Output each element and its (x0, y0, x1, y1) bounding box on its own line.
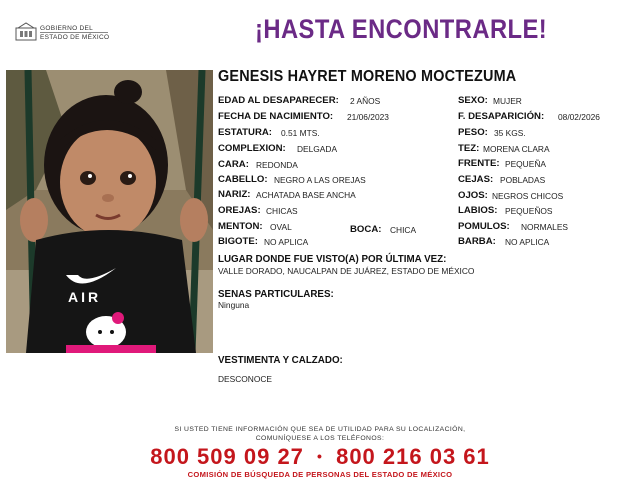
field-label: FRENTE: (458, 158, 500, 169)
field-label: MENTON: (218, 221, 263, 232)
field-value: CHICAS (266, 206, 298, 216)
field-label: BIGOTE: (218, 236, 258, 247)
government-label (40, 25, 109, 41)
field-value: OVAL (270, 222, 292, 232)
field-value: PEQUEÑOS (505, 206, 553, 216)
field-label: NARIZ: (218, 189, 251, 200)
footer-note (0, 426, 640, 443)
field-label: LABIOS: (458, 205, 498, 216)
field-label: OJOS: (458, 190, 488, 201)
phone-numbers (0, 444, 640, 470)
field-value: REDONDA (256, 160, 298, 170)
field-label: OREJAS: (218, 205, 261, 216)
phone-2[interactable]: 800 216 03 61 (336, 444, 490, 469)
field-value: PEQUEÑA (505, 159, 546, 169)
field-value: 2 AÑOS (350, 96, 381, 106)
person-name: GENESIS HAYRET MORENO MOCTEZUMA (218, 68, 517, 85)
clothing-title: VESTIMENTA Y CALZADO: (218, 355, 343, 366)
field-label: CARA: (218, 159, 249, 170)
field-value: 35 KGS. (494, 128, 526, 138)
field-value: NEGROS CHICOS (492, 191, 564, 201)
field-value: NO APLICA (264, 237, 309, 247)
field-label: CEJAS: (458, 174, 494, 185)
gov-divider (40, 32, 108, 33)
field-label: CABELLO: (218, 174, 268, 185)
phone-1[interactable]: 800 509 09 27 (150, 444, 304, 469)
field-label: ESTATURA: (218, 127, 273, 138)
field-label: EDAD AL DESAPARECER: (218, 95, 339, 106)
field-label: TEZ: (458, 143, 480, 154)
field-label: BOCA: (350, 224, 382, 235)
field-value: MUJER (493, 96, 522, 106)
last-seen-value: VALLE DORADO, NAUCALPAN DE JUÁREZ, ESTADO DE MÉXICO (218, 266, 475, 276)
commission-name: COMISIÓN DE BÚSQUEDA DE PERSONAS DEL ESTADO DE MÉXICO (187, 470, 453, 479)
field-label: F. DESAPARICIÓN: (458, 111, 545, 122)
field-label: PESO: (458, 127, 488, 138)
gov-line-2: ESTADO DE MÉXICO (40, 34, 110, 41)
gov-line-1: GOBIERNO DEL (40, 25, 94, 32)
field-value: 08/02/2026 (558, 112, 600, 122)
clothing-value: DESCONOCE (218, 374, 272, 384)
state-coat-of-arms-icon (14, 22, 38, 42)
field-value: POBLADAS (500, 175, 546, 185)
field-value: 21/06/2023 (347, 112, 389, 122)
field-value: CHICA (390, 225, 417, 235)
field-label: FECHA DE NACIMIENTO: (218, 111, 334, 122)
shirt-text: AIR (68, 289, 102, 305)
field-value: ACHATADA BASE ANCHA (256, 190, 356, 200)
marks-title: SENAS PARTICULARES: (218, 289, 334, 300)
footer-note-line-2: COMUNÍQUESE A LOS TELÉFONOS: (255, 434, 385, 442)
field-value: MORENA CLARA (483, 144, 550, 154)
phone-separator: • (317, 448, 323, 464)
headline: ¡HASTA ENCONTRARLE! (255, 14, 548, 44)
footer-note-line-1: SI USTED TIENE INFORMACIÓN QUE SEA DE UTILIDAD PARA SU LOCALIZACIÓN, (174, 426, 466, 433)
last-seen-title: LUGAR DONDE FUE VISTO(A) POR ÚLTIMA VEZ: (218, 254, 447, 265)
field-value: NORMALES (521, 222, 569, 232)
field-value: NEGRO A LAS OREJAS (274, 175, 366, 185)
field-value: DELGADA (297, 144, 338, 154)
field-value: NO APLICA (505, 237, 550, 247)
field-label: POMULOS: (458, 221, 510, 232)
field-label: COMPLEXION: (218, 143, 286, 154)
field-value: 0.51 MTS. (281, 128, 320, 138)
field-label: SEXO: (458, 95, 488, 106)
field-label: BARBA: (458, 236, 496, 247)
missing-person-photo (6, 70, 213, 353)
marks-value: Ninguna (218, 300, 250, 310)
